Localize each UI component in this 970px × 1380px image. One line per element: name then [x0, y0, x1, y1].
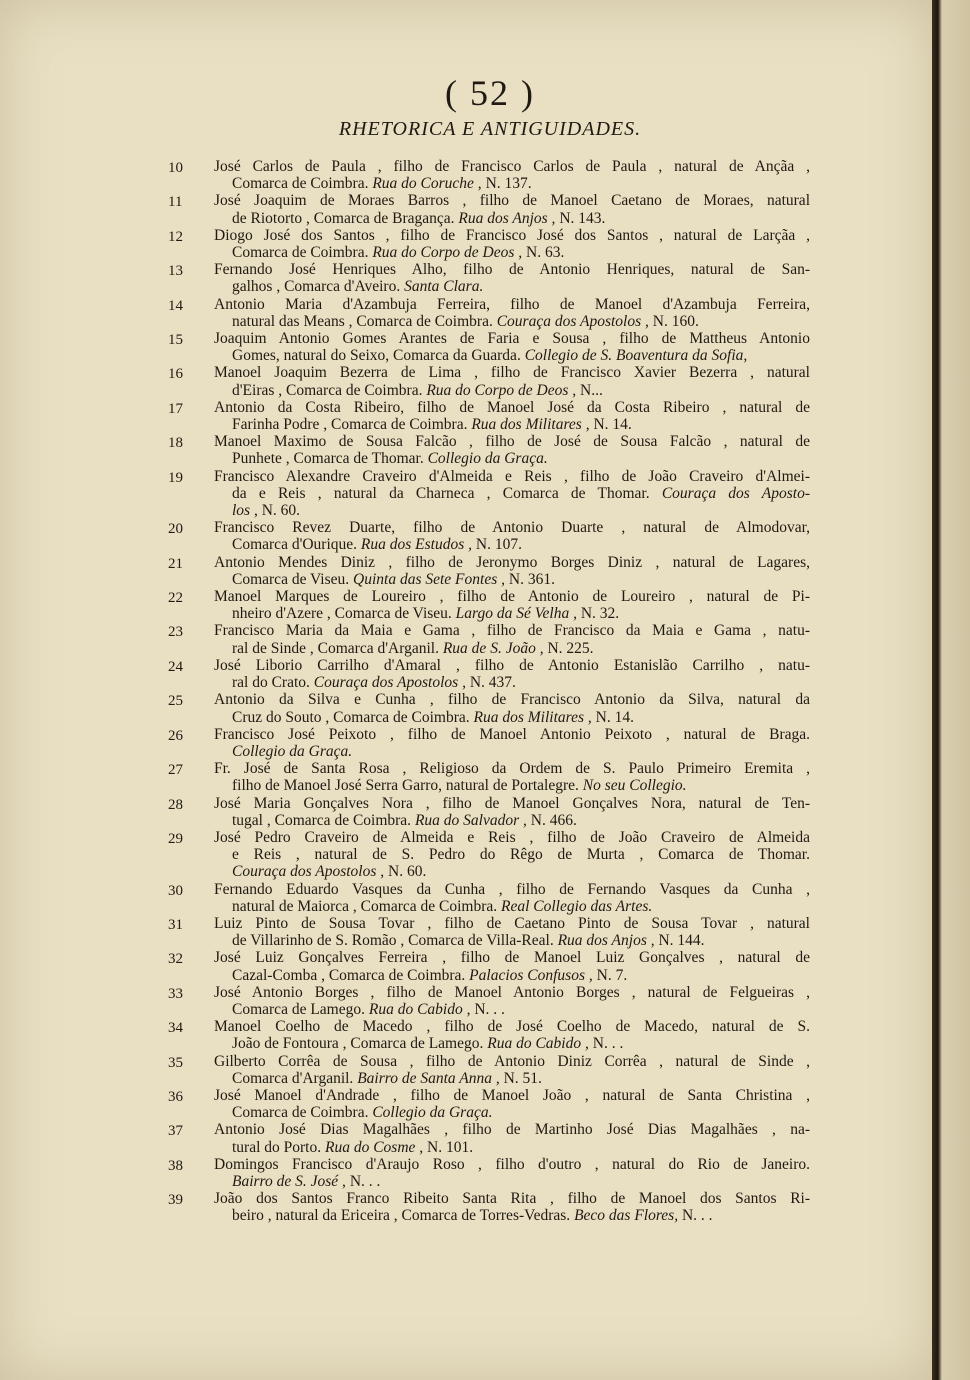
entry-house-number: N. 225.: [547, 639, 594, 657]
entry-number: 16: [168, 366, 183, 383]
entry-house-number: N. 51.: [503, 1069, 542, 1087]
entry-house-number: N. . .: [349, 1172, 381, 1190]
entry-address: Rua do Cosme ,: [325, 1138, 424, 1156]
entry-address: Rua dos Militares ,: [473, 708, 592, 726]
entry-address: Beco das Flores,: [574, 1207, 679, 1225]
entry-line-2: [214, 244, 810, 261]
entry-line-1: Antonio Maria d'Azambuja Ferreira, filho de Manoel d'Azambuja Ferreira,: [214, 295, 810, 313]
entry-house-number: N. 466.: [530, 811, 577, 829]
entry-number: 36: [168, 1088, 183, 1105]
entry-line-1: Manoel Coelho de Macedo , filho de José Coelho de Macedo, natural de S.: [214, 1018, 810, 1036]
entry-house-number: N. 107.: [475, 536, 522, 554]
entry-address: Rua do Coruche ,: [372, 175, 482, 193]
entry-address: Collegio da Graça.: [372, 1104, 493, 1122]
entry-line-2: [214, 1070, 810, 1087]
entry-address: Collegio da Graça.: [427, 450, 548, 468]
list-item: [170, 364, 810, 398]
entry-line-1: José Maria Gonçalves Nora , filho de Manoel Gonçalves Nora, natural de Ten-: [214, 794, 810, 812]
entry-house-number: N. 32.: [580, 605, 620, 623]
entry-origin: Comarca de Coimbra.: [232, 244, 369, 262]
entry-address: Bairro de Santa Anna ,: [357, 1069, 500, 1087]
entry-house-number: N. 14.: [595, 708, 634, 726]
entry-origin: de Riotorto , Comarca de Bragança.: [232, 209, 455, 227]
entry-origin: Gomes, natural do Seixo, Comarca da Guarda.: [232, 347, 521, 365]
entry-house-number: N. 143.: [559, 209, 606, 227]
entry-line-1: José Pedro Craveiro de Almeida e Reis , filho de João Craveiro de Almeida: [214, 828, 810, 846]
entry-line-2: [214, 709, 810, 726]
entry-number: 34: [168, 1020, 183, 1037]
entry-line-2: [214, 605, 810, 622]
entry-address: Rua do Corpo de Deos ,: [426, 381, 577, 399]
entry-line-2: [214, 485, 810, 502]
entry-line-2: [214, 1139, 810, 1156]
entry-number: 28: [168, 796, 183, 813]
entry-origin: beiro , natural da Ericeira , Comarca de Torres-Vedras.: [232, 1207, 571, 1225]
adjacent-page-edge: [932, 0, 970, 1380]
entry-line-2: [214, 450, 810, 467]
entry-number: 12: [168, 228, 183, 245]
list-item: [170, 296, 810, 330]
entry-line-1: Antonio da Costa Ribeiro, filho de Manoel José da Costa Ribeiro , natural de: [214, 398, 810, 416]
entry-house-number: N. . .: [474, 1000, 505, 1018]
entry-address: Rua dos Anjos ,: [458, 209, 556, 227]
entry-origin: ral de Sinde , Comarca d'Arganil.: [232, 639, 439, 657]
entry-line-1: Manoel Maximo de Sousa Falcão , filho de José de Sousa Falcão , natural de: [214, 433, 810, 451]
entry-line-2: [214, 640, 810, 657]
entry-house-number: N. 437.: [469, 674, 516, 692]
entry-origin: Comarca d'Ourique.: [232, 536, 358, 554]
list-item: [170, 657, 810, 691]
entry-line-2: [214, 175, 810, 192]
entry-line-1: José Manoel d'Andrade , filho de Manoel João , natural de Santa Christina ,: [214, 1086, 810, 1104]
entry-line-1: Luiz Pinto de Sousa Tovar , filho de Caetano Pinto de Sousa Tovar , natural: [214, 914, 810, 932]
list-item: [170, 519, 810, 553]
entry-house-number: N. 144.: [658, 932, 705, 950]
entry-address: Rua do Cabido ,: [487, 1035, 589, 1053]
list-item: [170, 330, 810, 364]
entry-address: Rua dos Estudos ,: [360, 536, 472, 554]
entry-address: Santa Clara.: [404, 278, 484, 296]
list-item: [170, 691, 810, 725]
entry-line-1: João dos Santos Franco Ribeito Santa Rita , filho de Manoel dos Santos Ri-: [214, 1190, 810, 1208]
entry-line-1: Fr. José de Santa Rosa , Religioso da Ordem de S. Paulo Primeiro Eremita ,: [214, 760, 810, 778]
entry-line-2: [214, 313, 810, 330]
entry-line-2: [214, 210, 810, 227]
entry-line-2: [214, 1207, 810, 1224]
list-item: [170, 1121, 810, 1155]
entry-number: 27: [168, 762, 183, 779]
entry-number: 32: [168, 951, 183, 968]
entry-origin: tugal , Comarca de Coimbra.: [232, 811, 412, 829]
list-item: [170, 1053, 810, 1087]
entry-line-2: [214, 674, 810, 691]
entry-number: 26: [168, 727, 183, 744]
entry-line-1: Francisco José Peixoto , filho de Manoel Antonio Peixoto , natural de Braga.: [214, 725, 810, 743]
entry-origin: João de Fontoura , Comarca de Lamego.: [232, 1035, 484, 1053]
entry-number: 25: [168, 693, 183, 710]
entry-line-1: Joaquim Antonio Gomes Arantes de Faria e Sousa , filho de Mattheus Antonio: [214, 330, 810, 348]
entry-line-3: [214, 502, 810, 519]
entry-line-1: Diogo José dos Santos , filho de Francisco José dos Santos , natural de Larçãa ,: [214, 226, 810, 244]
entry-house-number: N. 60.: [388, 863, 427, 881]
entry-address: Collegio da Graça.: [232, 742, 353, 760]
entry-origin: nheiro d'Azere , Comarca de Viseu.: [232, 605, 452, 623]
entry-number: 35: [168, 1054, 183, 1071]
entry-line-2: [214, 1035, 810, 1052]
entry-number: 31: [168, 916, 183, 933]
entry-origin: natural de Maiorca , Comarca de Coimbra.: [232, 897, 498, 915]
list-item: [170, 881, 810, 915]
entry-origin: Comarca de Viseu.: [232, 570, 350, 588]
entry-line-1: Antonio José Dias Magalhães , filho de Martinho José Dias Magalhães , na-: [214, 1121, 810, 1139]
entry-house-number: N. 160.: [652, 312, 699, 330]
entry-address: Rua de S. João ,: [442, 639, 544, 657]
entry-line-1: José Carlos de Paula , filho de Francisco Carlos de Paula , natural de Ançãa ,: [214, 158, 810, 175]
list-item: [170, 795, 810, 829]
entry-line-2: [214, 1104, 810, 1121]
entry-origin: natural das Means , Comarca de Coimbra.: [232, 312, 493, 330]
entry-origin: da e Reis , natural da Charneca , Comarca de Thomar.: [232, 484, 650, 502]
entry-number: 33: [168, 985, 183, 1002]
entry-number: 23: [168, 624, 183, 641]
entry-line-3: [214, 863, 810, 880]
entry-line-2: [214, 536, 810, 553]
entry-number: 10: [168, 160, 183, 176]
entry-number: 18: [168, 435, 183, 452]
entry-line-1: Fernando Eduardo Vasques da Cunha , filho de Fernando Vasques da Cunha ,: [214, 880, 810, 898]
entry-address: No seu Collegio.: [582, 777, 687, 795]
section-title: RHETORICA E ANTIGUIDADES.: [338, 118, 642, 140]
entry-line-1: José Liborio Carrilho d'Amaral , filho de Antonio Estanislão Carrilho , natu-: [214, 656, 810, 674]
entry-number: 14: [168, 297, 183, 314]
entry-line-1: José Antonio Borges , filho de Manoel Antonio Borges , natural de Felgueiras ,: [214, 983, 810, 1001]
entry-house-number: N. 101.: [427, 1138, 474, 1156]
list-item: [170, 622, 810, 656]
list-item: [170, 1018, 810, 1052]
entry-address: Couraça dos Aposto-: [661, 484, 810, 502]
entry-address: Rua dos Anjos ,: [557, 932, 655, 950]
list-item: [170, 726, 810, 760]
entry-origin: ral do Crato.: [232, 674, 310, 692]
entry-line-2: [214, 932, 810, 949]
entry-line-2: [214, 777, 810, 794]
entry-line-1: Antonio da Silva e Cunha , filho de Francisco Antonio da Silva, natural da: [214, 691, 810, 709]
entry-house-number: N. 63.: [526, 244, 565, 262]
entry-line-1: Francisco Revez Duarte, filho de Antonio Duarte , natural de Almodovar,: [214, 519, 810, 537]
entry-origin: Comarca de Coimbra.: [232, 175, 369, 193]
entry-house-number: , N. 60.: [253, 502, 301, 520]
list-item: [170, 192, 810, 226]
entry-line-2: [214, 812, 810, 829]
entry-address: Couraça dos Apostolos ,: [313, 674, 466, 692]
entry-number: 21: [168, 555, 183, 572]
list-item: [170, 261, 810, 295]
list-item: [170, 158, 810, 192]
entry-address: Real Collegio das Artes.: [501, 897, 653, 915]
entry-address-continued: los: [232, 502, 251, 520]
entry-line-2: [214, 1173, 810, 1190]
page-number: ( 52 ): [445, 73, 535, 113]
entry-line-2: [214, 382, 810, 399]
entry-address: Palacios Confusos ,: [469, 966, 593, 984]
entry-house-number: N. 7.: [596, 966, 628, 984]
list-item: [170, 949, 810, 983]
entry-number: 13: [168, 263, 183, 280]
entry-origin: d'Eiras , Comarca de Coimbra.: [232, 381, 423, 399]
entry-house-number: N. . .: [592, 1035, 624, 1053]
entry-origin: Comarca d'Arganil.: [232, 1069, 354, 1087]
entry-line-2: [214, 416, 810, 433]
entry-origin: e Reis , natural de S. Pedro do Rêgo de Murta , Comarca de Thomar.: [232, 846, 810, 864]
entry-number: 20: [168, 521, 183, 538]
entry-number: 15: [168, 332, 183, 349]
entry-origin: Comarca de Coimbra.: [232, 1104, 369, 1122]
entry-house-number: N. . .: [681, 1207, 713, 1225]
list-item: [170, 554, 810, 588]
entry-address: Rua do Cabido ,: [368, 1000, 471, 1018]
entry-line-1: Manoel Marques de Loureiro , filho de Antonio de Loureiro , natural de Pi-: [214, 588, 810, 606]
entry-house-number: N. 14.: [593, 416, 632, 434]
entry-number: 22: [168, 590, 183, 607]
entry-house-number: N...: [580, 381, 603, 399]
entry-line-2: [214, 846, 810, 863]
entry-line-1: Domingos Francisco d'Araujo Roso , filho d'outro , natural do Rio de Janeiro.: [214, 1155, 810, 1173]
entry-number: 37: [168, 1123, 183, 1140]
entry-number: 29: [168, 830, 183, 847]
list-item: [170, 1087, 810, 1121]
entry-line-1: Fernando José Henriques Alho, filho de Antonio Henriques, natural de San-: [214, 261, 810, 279]
list-item: [170, 984, 810, 1018]
entry-address: Quinta das Sete Fontes ,: [353, 570, 505, 588]
entry-line-2: [214, 347, 810, 364]
entry-address: Bairro de S. José ,: [232, 1172, 346, 1190]
entry-line-1: Gilberto Corrêa de Sousa , filho de Antonio Diniz Corrêa , natural de Sinde ,: [214, 1052, 810, 1070]
entry-address: Collegio de S. Boaventura da Sofia,: [524, 347, 748, 365]
entry-number: 24: [168, 658, 183, 675]
entry-line-2: [214, 571, 810, 588]
entry-number: 30: [168, 882, 183, 899]
entry-address: Couraça dos Apostolos ,: [496, 312, 649, 330]
list-item: [170, 760, 810, 794]
entry-line-1: Antonio Mendes Diniz , filho de Jeronymo Borges Diniz , natural de Lagares,: [214, 553, 810, 571]
list-item: [170, 1190, 810, 1224]
list-item: [170, 829, 810, 881]
entry-list: [170, 158, 810, 1225]
entry-line-1: José Joaquim de Moraes Barros , filho de Manoel Caetano de Moraes, natural: [214, 192, 810, 210]
entry-address: Rua do Corpo de Deos ,: [372, 244, 523, 262]
entry-line-1: José Luiz Gonçalves Ferreira , filho de Manoel Luiz Gonçalves , natural de: [214, 949, 810, 967]
entry-origin: Cazal-Comba , Comarca de Coimbra.: [232, 966, 466, 984]
entry-origin: de Villarinho de S. Romão , Comarca de Villa-Real.: [232, 932, 554, 950]
entry-origin: tural do Porto.: [232, 1138, 322, 1156]
list-item: [170, 915, 810, 949]
entry-line-1: Francisco Alexandre Craveiro d'Almeida e Reis , filho de João Craveiro d'Almei-: [214, 467, 810, 485]
list-item: [170, 399, 810, 433]
entry-house-number: N. 137.: [485, 175, 532, 193]
entry-origin: galhos , Comarca d'Aveiro.: [232, 278, 401, 296]
entry-origin: Comarca de Lamego.: [232, 1000, 365, 1018]
entry-address-continued: Couraça dos Apostolos ,: [232, 863, 385, 881]
entry-number: 39: [168, 1192, 183, 1209]
entry-line-2: [214, 743, 810, 760]
entry-origin: filho de Manoel José Serra Garro, natural de Portalegre.: [232, 777, 579, 795]
entry-line-1: Francisco Maria da Maia e Gama , filho de Francisco da Maia e Gama , natu-: [214, 622, 810, 640]
list-item: [170, 468, 810, 520]
entry-house-number: N. 361.: [508, 570, 555, 588]
list-item: [170, 227, 810, 261]
list-item: [170, 588, 810, 622]
entry-number: 38: [168, 1157, 183, 1174]
entry-address: Rua dos Militares ,: [471, 416, 590, 434]
entry-origin: Punhete , Comarca de Thomar.: [232, 450, 424, 468]
entry-line-2: [214, 278, 810, 295]
entry-line-1: Manoel Joaquim Bezerra de Lima , filho de Francisco Xavier Bezerra , natural: [214, 364, 810, 382]
entry-number: 17: [168, 400, 183, 417]
entry-number: 19: [168, 469, 183, 486]
entry-address: Largo da Sé Velha ,: [455, 605, 577, 623]
entry-line-2: [214, 898, 810, 915]
entry-line-2: [214, 1001, 810, 1018]
entry-line-2: [214, 967, 810, 984]
list-item: [170, 1156, 810, 1190]
entry-number: 11: [168, 194, 183, 211]
list-item: [170, 433, 810, 467]
entry-address: Rua do Salvador ,: [414, 811, 527, 829]
entry-origin: Farinha Podre , Comarca de Coimbra.: [232, 416, 468, 434]
entry-origin: Cruz do Souto , Comarca de Coimbra.: [232, 708, 470, 726]
